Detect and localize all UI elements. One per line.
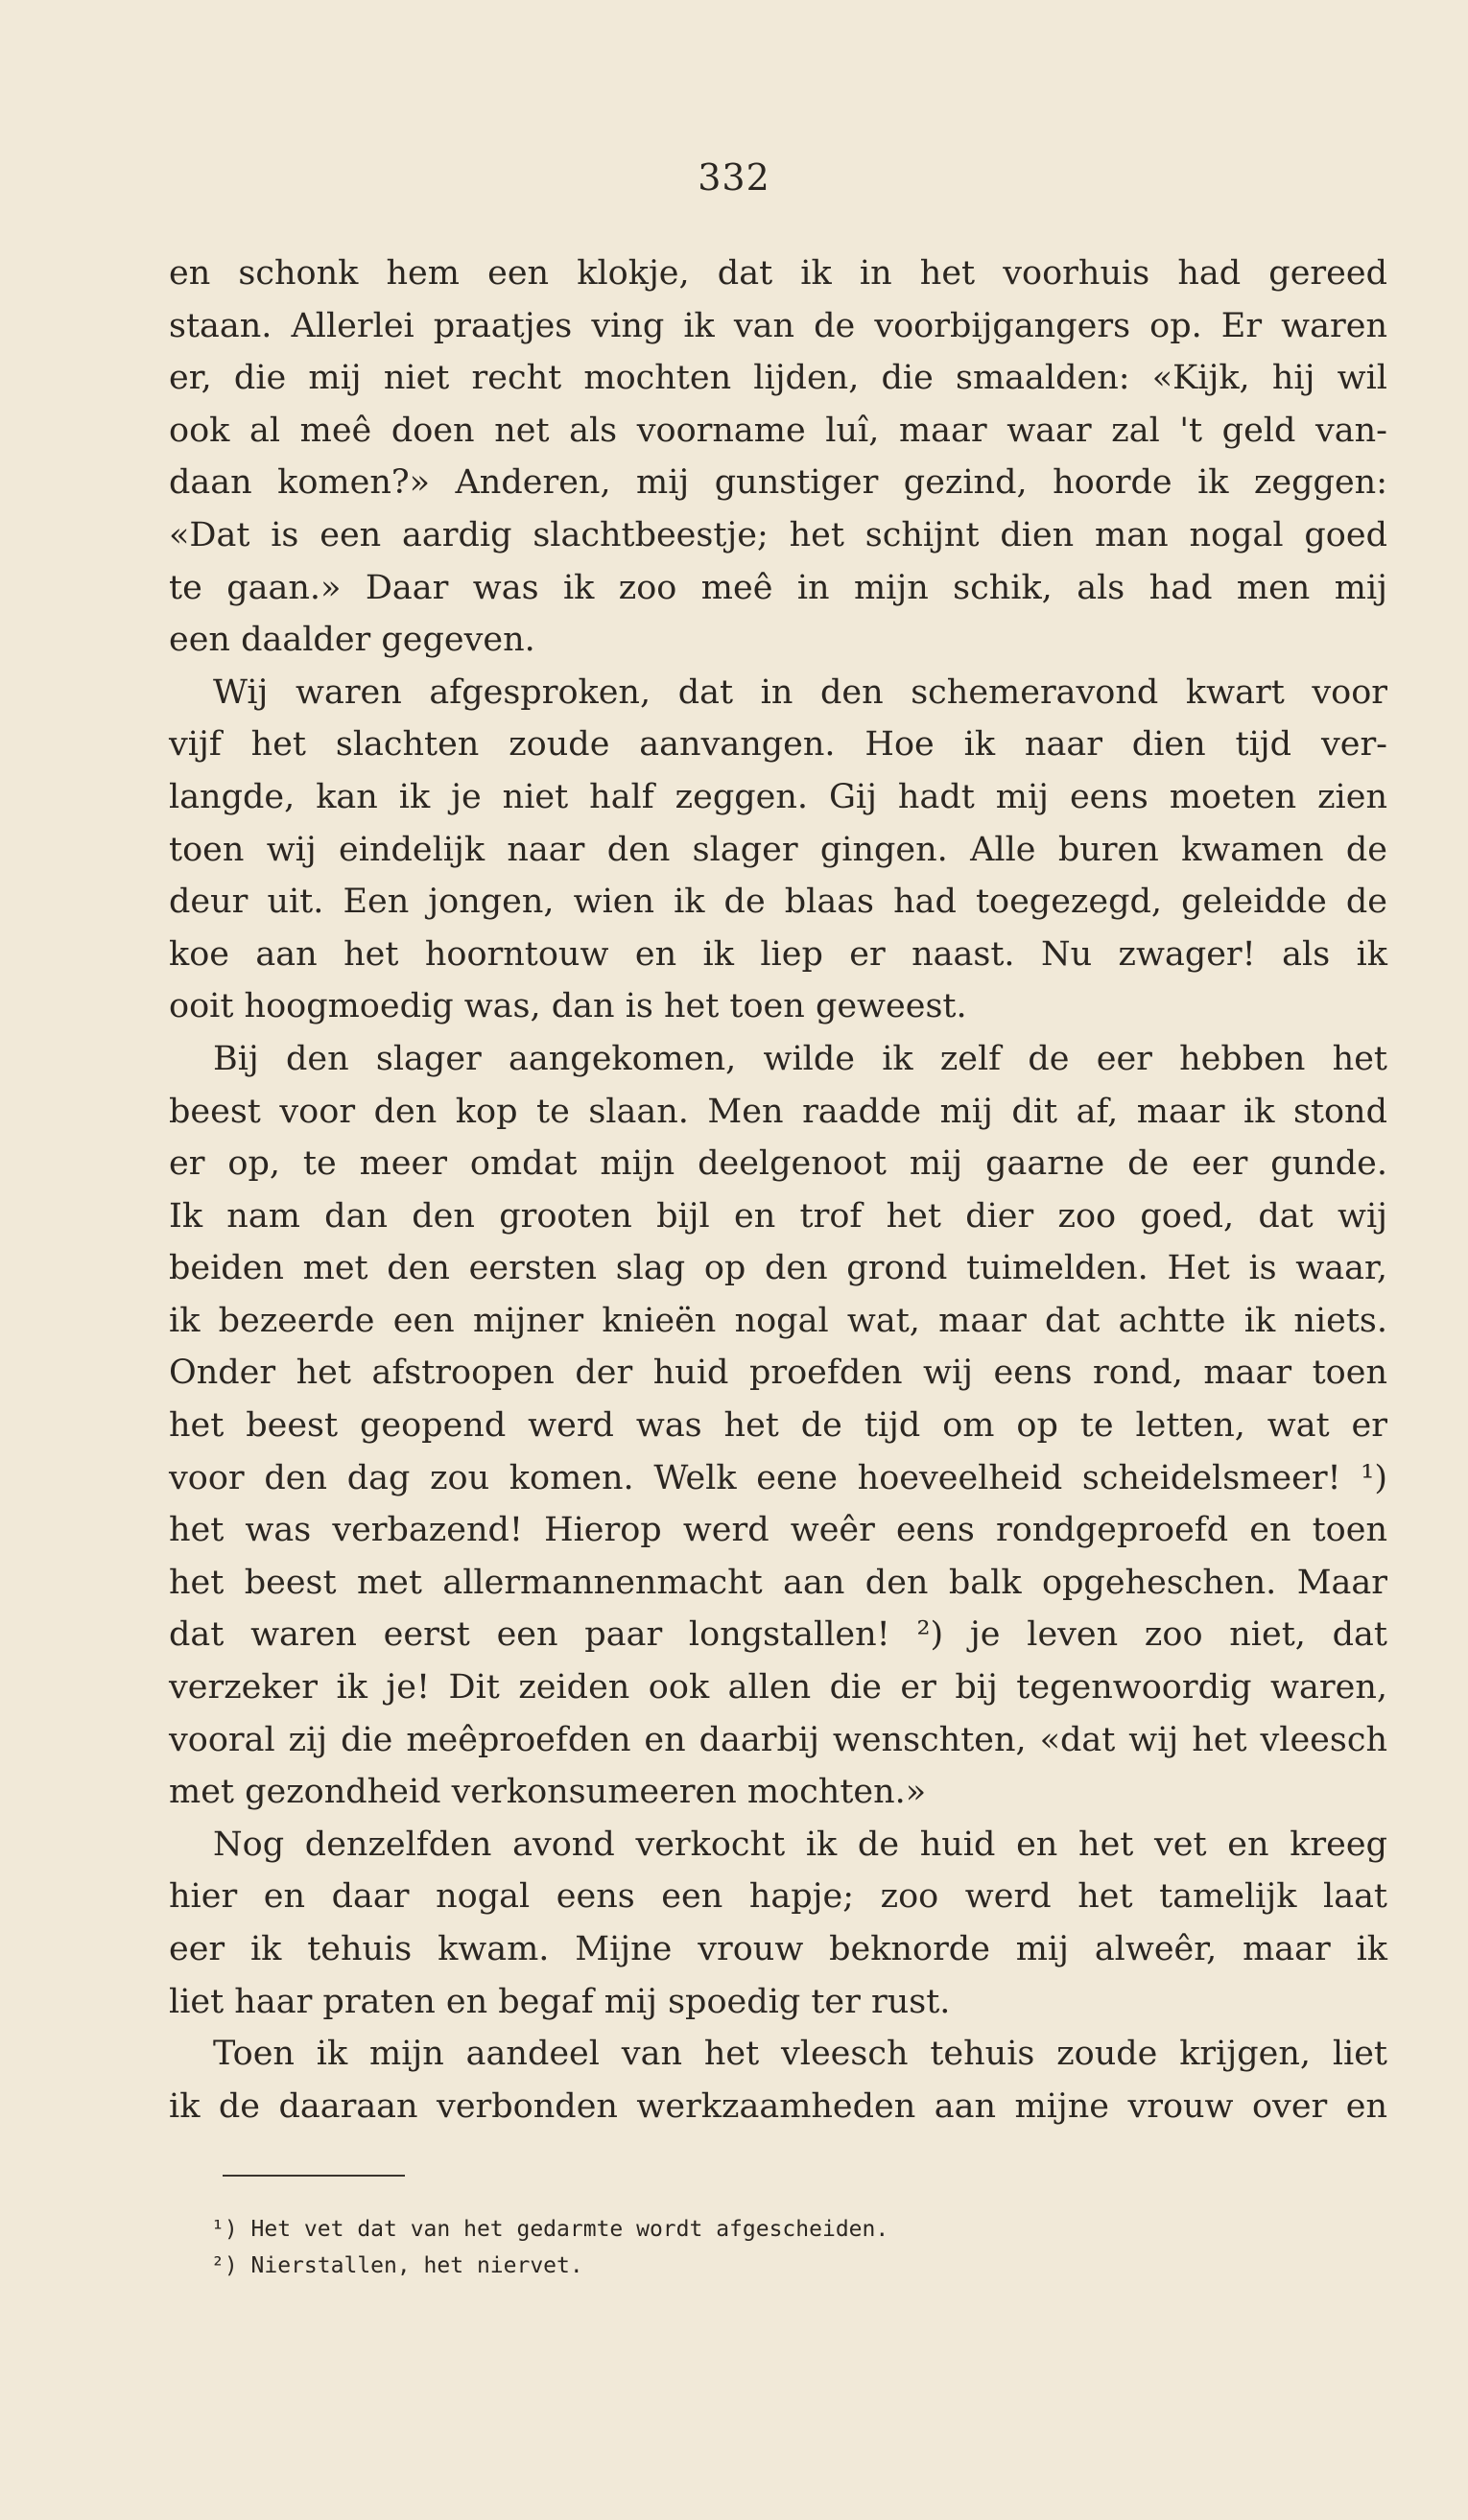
text-line: Onder het afstroopen der huid proefden wij eens rond, maar toen: [169, 1354, 1387, 1393]
text-line: een daalder gegeven.: [169, 621, 535, 660]
text-line: langde, kan ik je niet half zeggen. Gij hadt mij eens moeten zien: [169, 777, 1387, 816]
text-line: Wij waren afgesproken, dat in den schemeravond kwart voor: [213, 672, 1387, 712]
text-line: er, die mij niet recht mochten lijden, die smaalden: «Kijk, hij wil: [169, 359, 1387, 398]
text-line: toen wij eindelijk naar den slager gingen. Alle buren kwamen de: [169, 830, 1387, 869]
text-line: hier en daar nogal eens een hapje; zoo werd het tamelijk laat: [169, 1877, 1387, 1917]
text-line: ik bezeerde een mijner knieën nogal wat, maar dat achtte ik niets.: [169, 1301, 1387, 1340]
text-line: er op, te meer omdat mijn deelgenoot mij gaarne de eer gunde.: [169, 1144, 1387, 1184]
text-line: Toen ik mijn aandeel van het vleesch tehuis zoude krijgen, liet: [213, 2035, 1387, 2074]
text-line: beiden met den eersten slag op den grond tuimelden. Het is waar,: [169, 1249, 1387, 1288]
text-line: verzeker ik je! Dit zeiden ook allen die er bij tegenwoordig waren,: [169, 1668, 1387, 1707]
text-line: daan komen?» Anderen, mij gunstiger gezind, hoorde ik zeggen:: [169, 463, 1387, 503]
text-line: ik de daaraan verbonden werkzaamheden aan mijne vrouw over en: [169, 2086, 1387, 2126]
footnote-2: ²) Nierstallen, het niervet.: [211, 2253, 583, 2278]
text-line: deur uit. Een jongen, wien ik de blaas had toegezegd, geleidde de: [169, 883, 1387, 922]
text-line: het beest met allermannenmacht aan den balk opgeheschen. Maar: [169, 1563, 1387, 1602]
page-number: 332: [698, 156, 770, 199]
text-line: staan. Allerlei praatjes ving ik van de voorbijgangers op. Er waren: [169, 306, 1387, 345]
text-line: Ik nam dan den grooten bijl en trof het dier zoo goed, dat wij: [169, 1196, 1387, 1236]
text-line: vooral zij die meêproefden en daarbij wenschten, «dat wij het vleesch: [169, 1720, 1387, 1759]
text-line: het was verbazend! Hierop werd weêr eens rondgeproefd en toen: [169, 1511, 1387, 1550]
text-line: met gezondheid verkonsumeeren mochten.»: [169, 1773, 927, 1812]
text-line: koe aan het hoorntouw en ik liep er naast. Nu zwager! als ik: [169, 934, 1387, 974]
text-line: beest voor den kop te slaan. Men raadde mij dit af, maar ik stond: [169, 1092, 1387, 1131]
text-line: en schonk hem een klokje, dat ik in het voorhuis had gereed: [169, 254, 1387, 293]
text-line: ooit hoogmoedig was, dan is het toen geweest.: [169, 987, 967, 1026]
text-line: Bij den slager aangekomen, wilde ik zelf de eer hebben het: [213, 1039, 1387, 1078]
text-line: vijf het slachten zoude aanvangen. Hoe ik naar dien tijd ver-: [169, 725, 1387, 765]
text-line: Nog denzelfden avond verkocht ik de huid en het vet en kreeg: [213, 1825, 1387, 1864]
text-line: het beest geopend werd was het de tijd om op te letten, wat er: [169, 1406, 1387, 1446]
text-line: «Dat is een aardig slachtbeestje; het schijnt dien man nogal goed: [169, 515, 1387, 554]
text-line: liet haar praten en begaf mij spoedig ter rust.: [169, 1982, 951, 2021]
body-text: [169, 247, 1387, 2132]
footnote-divider: [223, 2175, 405, 2177]
footnotes: [211, 2211, 1314, 2284]
text-line: te gaan.» Daar was ik zoo meê in mijn schik, als had men mij: [169, 568, 1387, 607]
text-line: eer ik tehuis kwam. Mijne vrouw beknorde mij alweêr, maar ik: [169, 1930, 1387, 1968]
text-line: dat waren eerst een paar longstallen! ²) je leven zoo niet, dat: [169, 1615, 1387, 1655]
text-line: voor den dag zou komen. Welk eene hoeveelheid scheidelsmeer! ¹): [169, 1458, 1387, 1497]
footnote-1: ¹) Het vet dat van het gedarmte wordt afgescheiden.: [211, 2217, 889, 2242]
text-line: ook al meê doen net als voorname luî, maar waar zal 't geld van-: [169, 411, 1387, 450]
